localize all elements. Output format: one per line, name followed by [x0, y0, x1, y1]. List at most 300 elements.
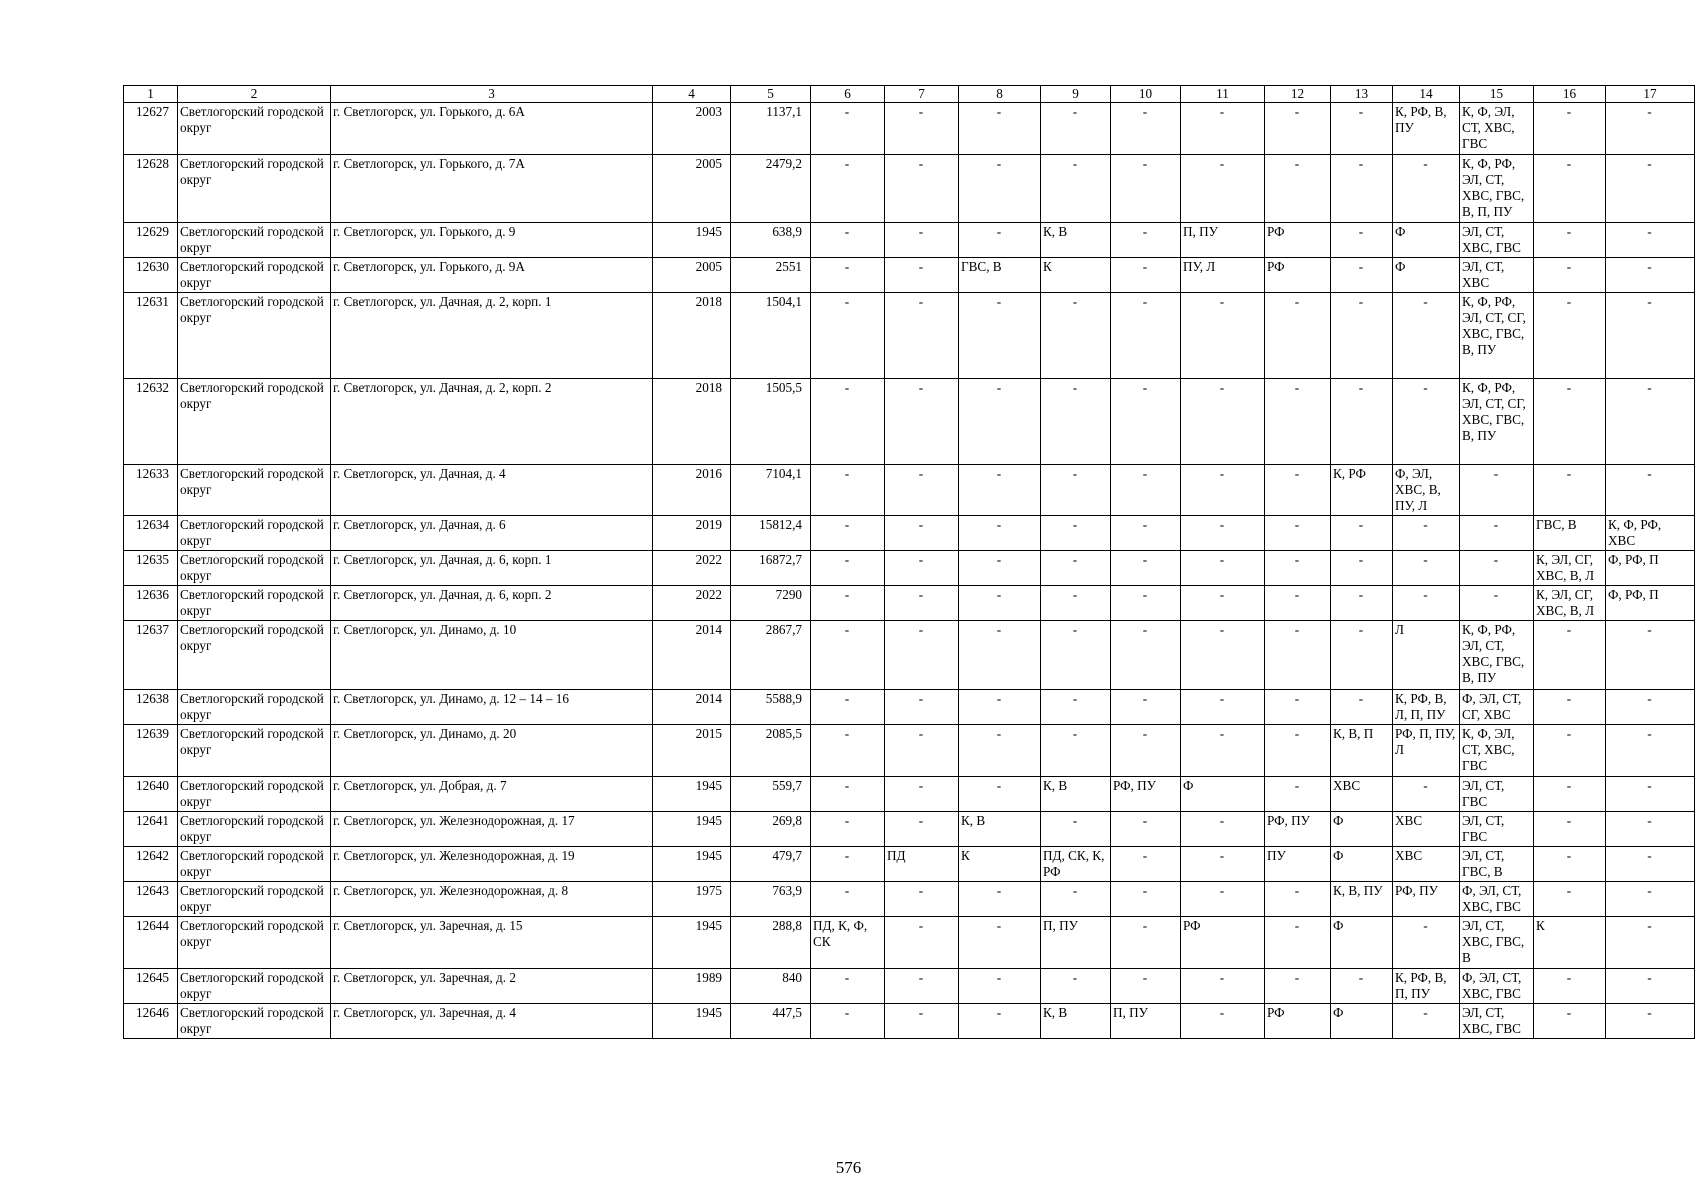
- cell-col-4: 1945: [653, 847, 731, 882]
- cell-col-1: 12630: [124, 258, 178, 293]
- cell-col-8: -: [959, 155, 1041, 223]
- cell-col-2: Светлогорский городской округ: [178, 917, 331, 969]
- table-row: [124, 293, 1695, 379]
- cell-col-4: 2014: [653, 621, 731, 690]
- cell-col-8: -: [959, 621, 1041, 690]
- cell-col-4: 2018: [653, 379, 731, 465]
- cell-col-10: -: [1111, 223, 1181, 258]
- cell-col-3: г. Светлогорск, ул. Горького, д. 9А: [331, 258, 653, 293]
- cell-col-14: К, РФ, В, П, ПУ: [1393, 969, 1460, 1004]
- cell-col-16: -: [1534, 155, 1606, 223]
- cell-col-14: Ф: [1393, 258, 1460, 293]
- cell-col-13: ХВС: [1331, 777, 1393, 812]
- cell-col-4: 2003: [653, 103, 731, 155]
- cell-col-1: 12629: [124, 223, 178, 258]
- cell-col-8: -: [959, 917, 1041, 969]
- cell-col-17: -: [1606, 258, 1695, 293]
- cell-col-10: -: [1111, 690, 1181, 725]
- cell-col-15: Ф, ЭЛ, СТ, СГ, ХВС: [1460, 690, 1534, 725]
- cell-col-12: -: [1265, 465, 1331, 516]
- cell-col-13: -: [1331, 621, 1393, 690]
- cell-col-10: -: [1111, 882, 1181, 917]
- cell-col-6: -: [811, 516, 885, 551]
- cell-col-4: 2016: [653, 465, 731, 516]
- cell-col-5: 479,7: [731, 847, 811, 882]
- cell-col-17: -: [1606, 882, 1695, 917]
- cell-col-11: -: [1181, 155, 1265, 223]
- cell-col-13: -: [1331, 516, 1393, 551]
- cell-col-9: К: [1041, 258, 1111, 293]
- cell-col-7: -: [885, 465, 959, 516]
- cell-col-14: -: [1393, 155, 1460, 223]
- cell-col-3: г. Светлогорск, ул. Горького, д. 7А: [331, 155, 653, 223]
- cell-col-4: 1975: [653, 882, 731, 917]
- table-row: [124, 379, 1695, 465]
- cell-col-14: РФ, ПУ: [1393, 882, 1460, 917]
- cell-col-8: -: [959, 882, 1041, 917]
- cell-col-5: 15812,4: [731, 516, 811, 551]
- cell-col-8: К, В: [959, 812, 1041, 847]
- cell-col-6: -: [811, 465, 885, 516]
- cell-col-7: -: [885, 690, 959, 725]
- cell-col-1: 12646: [124, 1004, 178, 1039]
- table-row: [124, 882, 1695, 917]
- cell-col-12: -: [1265, 293, 1331, 379]
- cell-col-8: ГВС, В: [959, 258, 1041, 293]
- cell-col-10: -: [1111, 293, 1181, 379]
- cell-col-14: ХВС: [1393, 812, 1460, 847]
- cell-col-5: 16872,7: [731, 551, 811, 586]
- cell-col-16: -: [1534, 103, 1606, 155]
- cell-col-15: ЭЛ, СТ, ГВС: [1460, 777, 1534, 812]
- column-number-header-row: [124, 86, 1695, 103]
- cell-col-10: -: [1111, 103, 1181, 155]
- cell-col-6: -: [811, 847, 885, 882]
- cell-col-5: 840: [731, 969, 811, 1004]
- cell-col-7: ПД: [885, 847, 959, 882]
- cell-col-10: -: [1111, 155, 1181, 223]
- cell-col-16: К: [1534, 917, 1606, 969]
- cell-col-4: 2005: [653, 258, 731, 293]
- cell-col-5: 1505,5: [731, 379, 811, 465]
- cell-col-6: -: [811, 882, 885, 917]
- column-header-3: 3: [331, 86, 653, 103]
- cell-col-3: г. Светлогорск, ул. Дачная, д. 6: [331, 516, 653, 551]
- cell-col-11: -: [1181, 725, 1265, 777]
- cell-col-1: 12641: [124, 812, 178, 847]
- cell-col-14: К, РФ, В, Л, П, ПУ: [1393, 690, 1460, 725]
- cell-col-17: К, Ф, РФ, ХВС: [1606, 516, 1695, 551]
- cell-col-13: -: [1331, 586, 1393, 621]
- cell-col-16: -: [1534, 258, 1606, 293]
- cell-col-15: Ф, ЭЛ, СТ, ХВС, ГВС: [1460, 969, 1534, 1004]
- cell-col-13: -: [1331, 551, 1393, 586]
- cell-col-2: Светлогорский городской округ: [178, 847, 331, 882]
- cell-col-2: Светлогорский городской округ: [178, 1004, 331, 1039]
- cell-col-14: -: [1393, 1004, 1460, 1039]
- cell-col-1: 12627: [124, 103, 178, 155]
- cell-col-16: -: [1534, 223, 1606, 258]
- cell-col-15: -: [1460, 465, 1534, 516]
- cell-col-7: -: [885, 1004, 959, 1039]
- cell-col-14: Л: [1393, 621, 1460, 690]
- cell-col-9: -: [1041, 812, 1111, 847]
- table-body: [124, 86, 1695, 1039]
- column-header-4: 4: [653, 86, 731, 103]
- cell-col-5: 447,5: [731, 1004, 811, 1039]
- cell-col-16: К, ЭЛ, СГ, ХВС, В, Л: [1534, 551, 1606, 586]
- cell-col-2: Светлогорский городской округ: [178, 223, 331, 258]
- cell-col-1: 12643: [124, 882, 178, 917]
- cell-col-11: -: [1181, 516, 1265, 551]
- cell-col-10: -: [1111, 586, 1181, 621]
- cell-col-12: -: [1265, 379, 1331, 465]
- cell-col-2: Светлогорский городской округ: [178, 516, 331, 551]
- cell-col-1: 12631: [124, 293, 178, 379]
- cell-col-15: -: [1460, 551, 1534, 586]
- cell-col-5: 1504,1: [731, 293, 811, 379]
- cell-col-11: -: [1181, 969, 1265, 1004]
- cell-col-4: 1945: [653, 777, 731, 812]
- cell-col-5: 7104,1: [731, 465, 811, 516]
- table-row: [124, 465, 1695, 516]
- table-row: [124, 551, 1695, 586]
- cell-col-8: -: [959, 725, 1041, 777]
- column-header-17: 17: [1606, 86, 1695, 103]
- cell-col-15: ЭЛ, СТ, ХВС, ГВС: [1460, 1004, 1534, 1039]
- cell-col-13: К, В, П: [1331, 725, 1393, 777]
- cell-col-14: РФ, П, ПУ, Л: [1393, 725, 1460, 777]
- cell-col-11: П, ПУ: [1181, 223, 1265, 258]
- column-header-15: 15: [1460, 86, 1534, 103]
- cell-col-17: -: [1606, 223, 1695, 258]
- cell-col-2: Светлогорский городской округ: [178, 293, 331, 379]
- cell-col-1: 12639: [124, 725, 178, 777]
- table-row: [124, 777, 1695, 812]
- cell-col-9: -: [1041, 293, 1111, 379]
- cell-col-14: -: [1393, 586, 1460, 621]
- cell-col-9: К, В: [1041, 777, 1111, 812]
- cell-col-9: -: [1041, 621, 1111, 690]
- cell-col-13: Ф: [1331, 847, 1393, 882]
- cell-col-1: 12635: [124, 551, 178, 586]
- cell-col-6: -: [811, 969, 885, 1004]
- cell-col-14: Ф, ЭЛ, ХВС, В, ПУ, Л: [1393, 465, 1460, 516]
- cell-col-17: -: [1606, 103, 1695, 155]
- cell-col-11: -: [1181, 551, 1265, 586]
- cell-col-11: -: [1181, 690, 1265, 725]
- cell-col-15: К, Ф, ЭЛ, СТ, ХВС, ГВС: [1460, 103, 1534, 155]
- cell-col-11: Ф: [1181, 777, 1265, 812]
- cell-col-17: -: [1606, 1004, 1695, 1039]
- cell-col-7: -: [885, 586, 959, 621]
- cell-col-15: ЭЛ, СТ, ГВС, В: [1460, 847, 1534, 882]
- cell-col-12: РФ, ПУ: [1265, 812, 1331, 847]
- cell-col-1: 12633: [124, 465, 178, 516]
- cell-col-3: г. Светлогорск, ул. Дачная, д. 6, корп. 2: [331, 586, 653, 621]
- cell-col-15: ЭЛ, СТ, ХВС, ГВС: [1460, 223, 1534, 258]
- cell-col-12: РФ: [1265, 258, 1331, 293]
- cell-col-5: 559,7: [731, 777, 811, 812]
- cell-col-11: -: [1181, 103, 1265, 155]
- column-header-12: 12: [1265, 86, 1331, 103]
- cell-col-13: К, РФ: [1331, 465, 1393, 516]
- cell-col-1: 12628: [124, 155, 178, 223]
- table-row: [124, 725, 1695, 777]
- cell-col-17: -: [1606, 293, 1695, 379]
- cell-col-12: -: [1265, 725, 1331, 777]
- cell-col-4: 1945: [653, 917, 731, 969]
- cell-col-13: Ф: [1331, 812, 1393, 847]
- cell-col-1: 12638: [124, 690, 178, 725]
- cell-col-15: К, Ф, РФ, ЭЛ, СТ, СГ, ХВС, ГВС, В, ПУ: [1460, 293, 1534, 379]
- table-row: [124, 621, 1695, 690]
- cell-col-9: -: [1041, 103, 1111, 155]
- cell-col-2: Светлогорский городской округ: [178, 155, 331, 223]
- cell-col-17: Ф, РФ, П: [1606, 586, 1695, 621]
- cell-col-1: 12632: [124, 379, 178, 465]
- cell-col-11: -: [1181, 812, 1265, 847]
- cell-col-8: -: [959, 379, 1041, 465]
- column-header-13: 13: [1331, 86, 1393, 103]
- cell-col-4: 2022: [653, 586, 731, 621]
- cell-col-12: -: [1265, 155, 1331, 223]
- cell-col-13: Ф: [1331, 917, 1393, 969]
- cell-col-12: ПУ: [1265, 847, 1331, 882]
- cell-col-16: -: [1534, 690, 1606, 725]
- cell-col-11: ПУ, Л: [1181, 258, 1265, 293]
- cell-col-16: -: [1534, 465, 1606, 516]
- cell-col-6: -: [811, 551, 885, 586]
- column-header-1: 1: [124, 86, 178, 103]
- cell-col-12: -: [1265, 586, 1331, 621]
- cell-col-16: -: [1534, 293, 1606, 379]
- cell-col-12: -: [1265, 621, 1331, 690]
- cell-col-2: Светлогорский городской округ: [178, 379, 331, 465]
- cell-col-9: -: [1041, 516, 1111, 551]
- cell-col-5: 2085,5: [731, 725, 811, 777]
- cell-col-11: -: [1181, 1004, 1265, 1039]
- cell-col-7: -: [885, 379, 959, 465]
- table-row: [124, 516, 1695, 551]
- table-row: [124, 969, 1695, 1004]
- cell-col-3: г. Светлогорск, ул. Динамо, д. 12 – 14 – 16: [331, 690, 653, 725]
- cell-col-3: г. Светлогорск, ул. Дачная, д. 2, корп. 1: [331, 293, 653, 379]
- cell-col-16: -: [1534, 1004, 1606, 1039]
- cell-col-17: -: [1606, 725, 1695, 777]
- cell-col-5: 2551: [731, 258, 811, 293]
- column-header-6: 6: [811, 86, 885, 103]
- cell-col-8: -: [959, 465, 1041, 516]
- cell-col-17: -: [1606, 379, 1695, 465]
- cell-col-9: -: [1041, 551, 1111, 586]
- cell-col-13: Ф: [1331, 1004, 1393, 1039]
- cell-col-7: -: [885, 155, 959, 223]
- cell-col-4: 2014: [653, 690, 731, 725]
- cell-col-9: -: [1041, 725, 1111, 777]
- cell-col-7: -: [885, 917, 959, 969]
- cell-col-2: Светлогорский городской округ: [178, 882, 331, 917]
- cell-col-14: -: [1393, 777, 1460, 812]
- cell-col-11: -: [1181, 586, 1265, 621]
- cell-col-7: -: [885, 777, 959, 812]
- cell-col-11: -: [1181, 882, 1265, 917]
- cell-col-17: -: [1606, 465, 1695, 516]
- cell-col-5: 7290: [731, 586, 811, 621]
- cell-col-10: -: [1111, 379, 1181, 465]
- cell-col-6: -: [811, 103, 885, 155]
- cell-col-13: К, В, ПУ: [1331, 882, 1393, 917]
- cell-col-4: 1945: [653, 223, 731, 258]
- cell-col-12: -: [1265, 516, 1331, 551]
- table-row: [124, 847, 1695, 882]
- cell-col-11: -: [1181, 621, 1265, 690]
- cell-col-2: Светлогорский городской округ: [178, 969, 331, 1004]
- cell-col-6: -: [811, 621, 885, 690]
- cell-col-8: -: [959, 516, 1041, 551]
- cell-col-17: -: [1606, 969, 1695, 1004]
- cell-col-11: -: [1181, 293, 1265, 379]
- cell-col-10: -: [1111, 465, 1181, 516]
- cell-col-2: Светлогорский городской округ: [178, 725, 331, 777]
- cell-col-7: -: [885, 223, 959, 258]
- cell-col-4: 2005: [653, 155, 731, 223]
- table-row: [124, 155, 1695, 223]
- cell-col-12: -: [1265, 882, 1331, 917]
- cell-col-8: -: [959, 103, 1041, 155]
- cell-col-10: -: [1111, 725, 1181, 777]
- cell-col-14: К, РФ, В, ПУ: [1393, 103, 1460, 155]
- cell-col-4: 2019: [653, 516, 731, 551]
- cell-col-14: -: [1393, 917, 1460, 969]
- cell-col-3: г. Светлогорск, ул. Железнодорожная, д. 8: [331, 882, 653, 917]
- cell-col-9: -: [1041, 379, 1111, 465]
- cell-col-15: К, Ф, ЭЛ, СТ, ХВС, ГВС: [1460, 725, 1534, 777]
- cell-col-2: Светлогорский городской округ: [178, 103, 331, 155]
- cell-col-6: -: [811, 777, 885, 812]
- cell-col-7: -: [885, 258, 959, 293]
- cell-col-6: -: [811, 812, 885, 847]
- cell-col-2: Светлогорский городской округ: [178, 777, 331, 812]
- cell-col-11: -: [1181, 379, 1265, 465]
- column-header-8: 8: [959, 86, 1041, 103]
- cell-col-6: -: [811, 1004, 885, 1039]
- cell-col-13: -: [1331, 690, 1393, 725]
- cell-col-13: -: [1331, 155, 1393, 223]
- cell-col-3: г. Светлогорск, ул. Горького, д. 6А: [331, 103, 653, 155]
- cell-col-4: 1945: [653, 1004, 731, 1039]
- table-row: [124, 223, 1695, 258]
- cell-col-17: -: [1606, 621, 1695, 690]
- cell-col-10: -: [1111, 551, 1181, 586]
- column-header-16: 16: [1534, 86, 1606, 103]
- cell-col-1: 12642: [124, 847, 178, 882]
- cell-col-4: 1989: [653, 969, 731, 1004]
- cell-col-10: -: [1111, 812, 1181, 847]
- cell-col-10: РФ, ПУ: [1111, 777, 1181, 812]
- cell-col-9: ПД, СК, К, РФ: [1041, 847, 1111, 882]
- cell-col-16: ГВС, В: [1534, 516, 1606, 551]
- cell-col-14: -: [1393, 551, 1460, 586]
- table-row: [124, 812, 1695, 847]
- cell-col-9: К, В: [1041, 223, 1111, 258]
- cell-col-12: -: [1265, 103, 1331, 155]
- cell-col-13: -: [1331, 103, 1393, 155]
- cell-col-13: -: [1331, 969, 1393, 1004]
- cell-col-5: 269,8: [731, 812, 811, 847]
- cell-col-2: Светлогорский городской округ: [178, 551, 331, 586]
- cell-col-5: 1137,1: [731, 103, 811, 155]
- cell-col-17: Ф, РФ, П: [1606, 551, 1695, 586]
- cell-col-8: -: [959, 690, 1041, 725]
- cell-col-6: -: [811, 223, 885, 258]
- column-header-7: 7: [885, 86, 959, 103]
- cell-col-1: 12645: [124, 969, 178, 1004]
- cell-col-15: Ф, ЭЛ, СТ, ХВС, ГВС: [1460, 882, 1534, 917]
- cell-col-16: -: [1534, 621, 1606, 690]
- cell-col-8: -: [959, 223, 1041, 258]
- cell-col-1: 12637: [124, 621, 178, 690]
- table-row: [124, 690, 1695, 725]
- cell-col-17: -: [1606, 917, 1695, 969]
- cell-col-12: -: [1265, 969, 1331, 1004]
- cell-col-7: -: [885, 882, 959, 917]
- cell-col-8: -: [959, 293, 1041, 379]
- column-header-9: 9: [1041, 86, 1111, 103]
- cell-col-16: -: [1534, 777, 1606, 812]
- cell-col-11: -: [1181, 847, 1265, 882]
- cell-col-5: 2479,2: [731, 155, 811, 223]
- cell-col-13: -: [1331, 258, 1393, 293]
- cell-col-10: -: [1111, 621, 1181, 690]
- cell-col-12: РФ: [1265, 223, 1331, 258]
- cell-col-2: Светлогорский городской округ: [178, 258, 331, 293]
- cell-col-3: г. Светлогорск, ул. Заречная, д. 4: [331, 1004, 653, 1039]
- cell-col-8: -: [959, 1004, 1041, 1039]
- table-row: [124, 103, 1695, 155]
- cell-col-15: ЭЛ, СТ, ГВС: [1460, 812, 1534, 847]
- cell-col-3: г. Светлогорск, ул. Дачная, д. 4: [331, 465, 653, 516]
- table-row: [124, 917, 1695, 969]
- cell-col-5: 763,9: [731, 882, 811, 917]
- cell-col-7: -: [885, 812, 959, 847]
- cell-col-8: К: [959, 847, 1041, 882]
- cell-col-2: Светлогорский городской округ: [178, 812, 331, 847]
- cell-col-16: -: [1534, 969, 1606, 1004]
- cell-col-11: -: [1181, 465, 1265, 516]
- page-number: 576: [835, 1158, 862, 1177]
- cell-col-3: г. Светлогорск, ул. Динамо, д. 20: [331, 725, 653, 777]
- cell-col-17: -: [1606, 155, 1695, 223]
- cell-col-17: -: [1606, 847, 1695, 882]
- cell-col-4: 2015: [653, 725, 731, 777]
- cell-col-15: ЭЛ, СТ, ХВС, ГВС, В: [1460, 917, 1534, 969]
- cell-col-16: -: [1534, 379, 1606, 465]
- cell-col-17: -: [1606, 777, 1695, 812]
- cell-col-16: -: [1534, 812, 1606, 847]
- cell-col-7: -: [885, 103, 959, 155]
- cell-col-12: -: [1265, 777, 1331, 812]
- cell-col-15: К, Ф, РФ, ЭЛ, СТ, ХВС, ГВС, В, ПУ: [1460, 621, 1534, 690]
- cell-col-7: -: [885, 551, 959, 586]
- cell-col-10: -: [1111, 258, 1181, 293]
- cell-col-3: г. Светлогорск, ул. Железнодорожная, д. 17: [331, 812, 653, 847]
- column-header-10: 10: [1111, 86, 1181, 103]
- cell-col-6: -: [811, 258, 885, 293]
- cell-col-9: -: [1041, 586, 1111, 621]
- cell-col-2: Светлогорский городской округ: [178, 586, 331, 621]
- cell-col-8: -: [959, 586, 1041, 621]
